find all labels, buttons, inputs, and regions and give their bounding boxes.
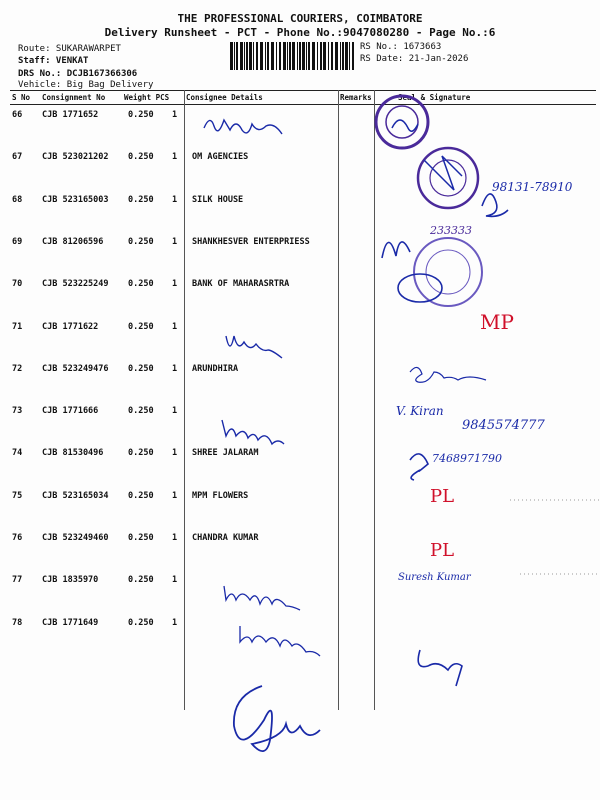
col-consignee: Consignee Details (186, 93, 263, 102)
row-consignee: BANK OF MAHARASRTRA (192, 279, 290, 290)
row-pcs: 1 (172, 321, 178, 332)
bottom-signature (234, 686, 320, 751)
handwritten-mark: PL (430, 540, 455, 561)
row-pcs: 1 (172, 490, 178, 501)
row-consignee: ARUNDHIRA (192, 363, 239, 374)
handwritten-phone: 9845574777 (462, 418, 545, 433)
col-weight-pcs: Weight PCS (124, 93, 170, 102)
row-weight: 0.250 (128, 575, 154, 586)
row-consignment-no: CJB 523249476 (42, 363, 109, 374)
signature-scribble (222, 420, 284, 444)
signature-scribble (482, 194, 508, 217)
row-pcs: 1 (172, 236, 178, 247)
row-sno: 74 (12, 448, 23, 459)
row-sno: 73 (12, 406, 23, 417)
route-label: Route: SUKARAWARPET (18, 44, 121, 54)
row-weight: 0.250 (128, 490, 154, 501)
row-sno: 66 (12, 110, 23, 120)
signature-scribble (382, 242, 410, 258)
row-pcs: 1 (172, 279, 178, 290)
handwritten-mark: PL (430, 486, 455, 507)
handwritten-mp: MP (480, 310, 514, 334)
signature-scribble (418, 650, 462, 686)
signature-scribble (410, 454, 428, 480)
row-pcs: 1 (172, 533, 178, 543)
handwritten-signature-name: Suresh Kumar (398, 572, 471, 583)
row-sno: 77 (12, 575, 23, 586)
row-consignment-no: CJB 523249460 (42, 533, 109, 543)
handwritten-name: V. Kiran (396, 404, 444, 418)
company-title: THE PROFESSIONAL COURIERS, COIMBATORE (177, 12, 423, 25)
row-consignment-no: CJB 523021202 (42, 152, 109, 163)
row-weight: 0.250 (128, 448, 154, 459)
signature-scribble (224, 586, 300, 610)
row-pcs: 1 (172, 575, 178, 586)
row-pcs: 1 (172, 448, 178, 459)
row-weight: 0.250 (128, 152, 154, 163)
row-consignment-no: CJB 523165034 (42, 490, 109, 501)
staff-label: Staff: VENKAT (18, 56, 89, 66)
row-sno: 71 (12, 321, 23, 332)
signature-scribble (204, 120, 282, 134)
row-weight: 0.250 (128, 363, 154, 374)
col-seal-signature: Seal & Signature (398, 93, 471, 102)
row-pcs: 1 (172, 152, 178, 163)
seal-stamp (376, 96, 428, 148)
row-consignee: CHANDRA KUMAR (192, 533, 259, 543)
seal-stamp (414, 238, 482, 306)
vehicle-label: Vehicle: Big Bag Delivery (18, 80, 154, 90)
row-sno: 67 (12, 152, 23, 163)
row-consignment-no: CJB 1771622 (42, 321, 99, 332)
row-sno: 70 (12, 279, 23, 290)
rs-date: RS Date: 21-Jan-2026 (360, 54, 469, 64)
row-weight: 0.250 (128, 279, 154, 290)
drs-number: DRS No.: DCJB167366306 (18, 69, 138, 79)
seal-stamp (418, 148, 478, 208)
row-weight: 0.250 (128, 533, 154, 543)
row-sno: 68 (12, 194, 23, 205)
row-consignee: MPM FLOWERS (192, 490, 249, 501)
row-consignee: SILK HOUSE (192, 194, 244, 205)
signature-scribble (226, 336, 282, 358)
row-consignment-no: CJB 523165003 (42, 194, 109, 205)
col-sno: S No (12, 93, 31, 102)
row-weight: 0.250 (128, 321, 154, 332)
row-consignment-no: CJB 1771666 (42, 406, 99, 417)
row-weight: 0.250 (128, 406, 154, 417)
row-consignment-no: CJB 523225249 (42, 279, 109, 290)
row-sno: 69 (12, 236, 23, 247)
row-consignment-no: CJB 81530496 (42, 448, 104, 459)
row-sno: 78 (12, 617, 23, 628)
row-weight: 0.250 (128, 236, 154, 247)
row-consignment-no: CJB 1771649 (42, 617, 99, 628)
row-pcs: 1 (172, 363, 178, 374)
handwritten-phone: 7468971790 (432, 452, 502, 465)
row-sno: 72 (12, 363, 23, 374)
row-pcs: 1 (172, 617, 178, 628)
runsheet-subtitle: Delivery Runsheet - PCT - Phone No.:9047080280 - Page No.:6 (104, 26, 496, 39)
row-weight: 0.250 (128, 617, 154, 628)
row-pcs: 1 (172, 194, 178, 205)
rs-number: RS No.: 1673663 (360, 42, 442, 52)
row-pcs: 1 (172, 110, 178, 120)
signature-scribble (240, 626, 320, 656)
row-consignee: SHANKHESVER ENTERPRIESS (192, 236, 310, 247)
row-consignee: SHREE JALARAM (192, 448, 259, 459)
col-remarks: Remarks (340, 93, 372, 102)
row-sno: 75 (12, 490, 23, 501)
col-consignment: Consignment No (42, 93, 106, 102)
row-sno: 76 (12, 533, 23, 543)
handwritten-phone: 98131-78910 (492, 180, 573, 194)
handwritten-number: 233333 (430, 224, 472, 237)
row-consignment-no: CJB 1835970 (42, 575, 99, 586)
row-consignment-no: CJB 1771652 (42, 110, 99, 120)
row-weight: 0.250 (128, 110, 154, 120)
row-consignment-no: CJB 81206596 (42, 236, 104, 247)
signature-scribble (410, 367, 486, 382)
row-consignee: OM AGENCIES (192, 152, 249, 163)
row-pcs: 1 (172, 406, 178, 417)
row-weight: 0.250 (128, 194, 154, 205)
